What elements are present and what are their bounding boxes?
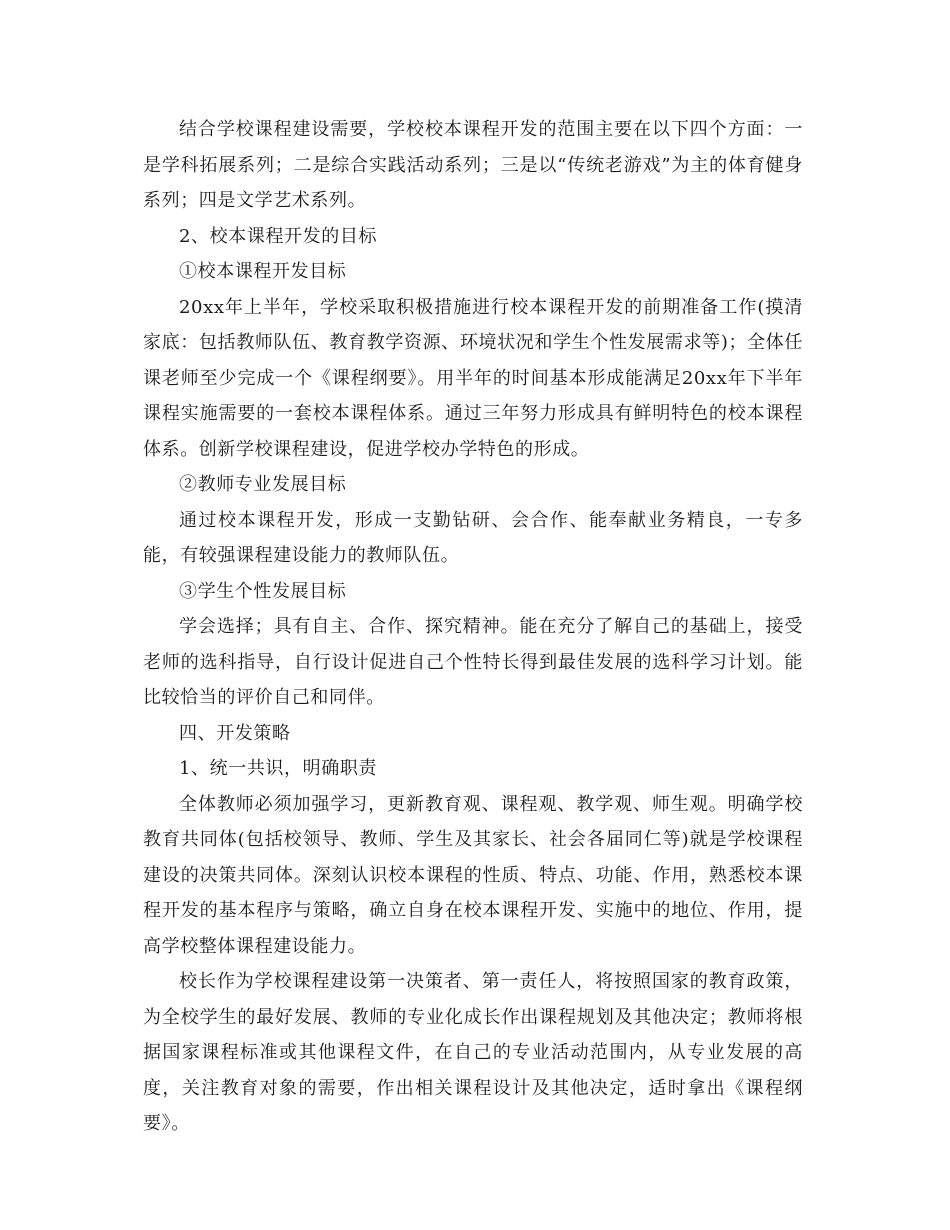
- heading-development-goals: 2、校本课程开发的目标: [179, 225, 378, 247]
- heading-consensus: 1、统一共识，明确职责: [179, 758, 378, 779]
- paragraph-course-scope: 结合学校课程建设需要，学校校本课程开发的范围主要在以下四个方面：一是学科拓展系列；二是综合实践活动系列；三是以“传统老游戏”为主的体育健身系列；四是文学艺术系列。: [143, 119, 803, 211]
- paragraph-curriculum-goal: 20xx年上半年，学校采取积极措施进行校本课程开发的前期准备工作(摸清家底：包括教师队伍、教育教学资源、环境状况和学生个性发展需求等)；全体任课老师至少完成一个《课程纲要》。用半年的时间基本形成能满足20xx年下半年课程实施需要的一套校本课程体系。通过三年努力形成具有鲜明特色的校本课程体系。创新学校课程建设，促进学校办学特色的形成。: [143, 296, 803, 460]
- paragraph-teacher-learning: 全体教师必须加强学习，更新教育观、课程观、教学观、师生观。明确学校教育共同体(包括校领导、教师、学生及其家长、社会各届同仁等)就是学校课程建设的决策共同体。深刻认识校本课程的性质、特点、功能、作用，熟悉校本课程开发的基本程序与策略，确立自身在校本课程开发、实施中的地位、作用，提高学校整体课程建设能力。: [143, 793, 803, 957]
- paragraph-student-goal: 学会选择；具有自主、合作、探究精神。能在充分了解自己的基础上，接受老师的选科指导，自行设计促进自己个性特长得到最佳发展的选科学习计划。能比较恰当的评价自己和同伴。: [143, 616, 803, 708]
- paragraph-teacher-goal: 通过校本课程开发，形成一支勤钻研、会合作、能奉献业务精良，一专多能，有较强课程建设能力的教师队伍。: [143, 509, 803, 566]
- heading-curriculum-goal: ①校本课程开发目标: [179, 261, 347, 282]
- heading-student-goal: ③学生个性发展目标: [179, 580, 347, 602]
- document-page: [143, 112, 803, 1142]
- heading-strategy: 四、开发策略: [179, 722, 291, 744]
- paragraph-principal-role: 校长作为学校课程建设第一决策者、第一责任人，将按照国家的教育政策，为全校学生的最好发展、教师的专业化成长作出课程规划及其他决定；教师将根据国家课程标准或其他课程文件，在自己的专业活动范围内，从专业发展的高度，关注教育对象的需要，作出相关课程设计及其他决定，适时拿出《课程纲要》。: [143, 971, 803, 1134]
- heading-teacher-goal: ②教师专业发展目标: [179, 474, 347, 495]
